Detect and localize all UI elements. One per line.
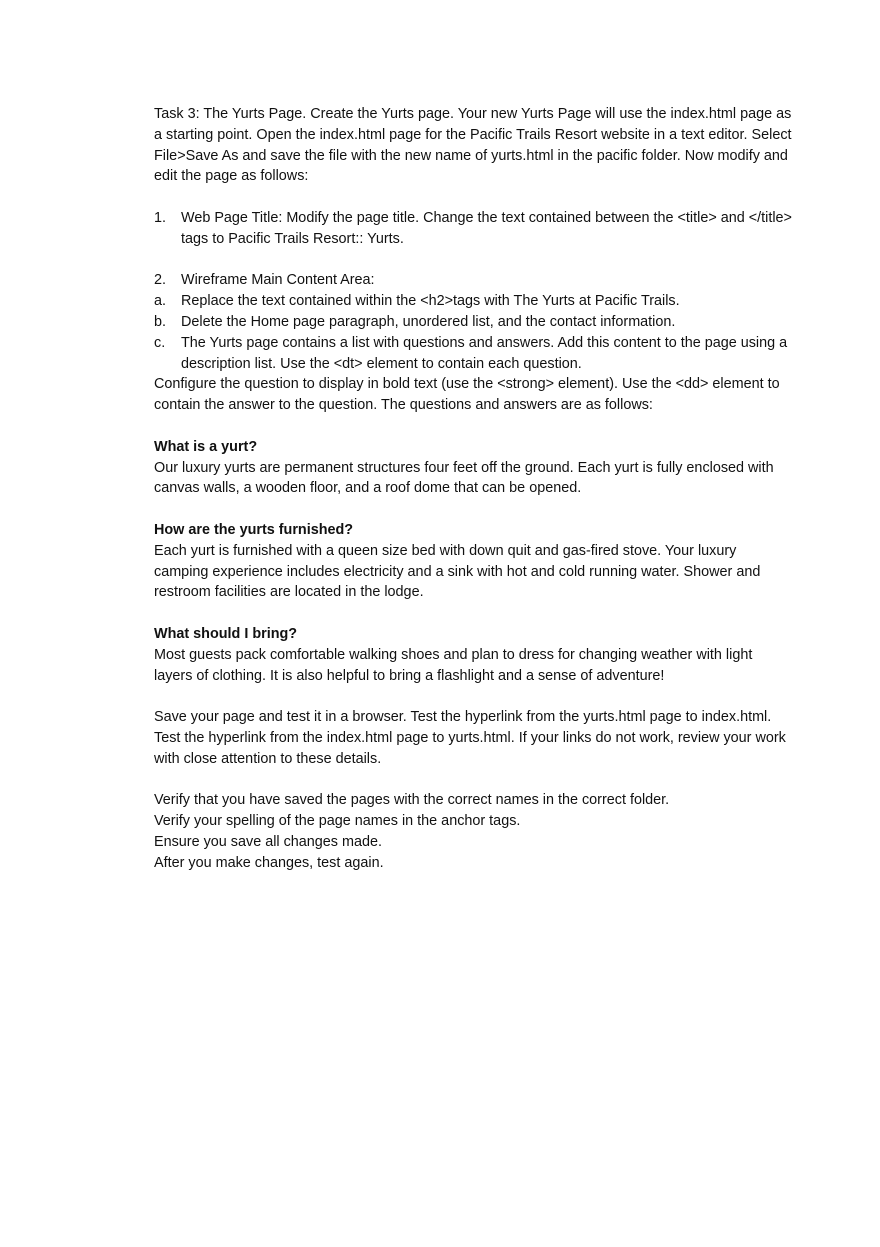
faq-answer: Most guests pack comfortable walking shoes and plan to dress for changing weather with light layers of clothing. It is also helpful to bring a flashlight and a sense of adventure!: [154, 646, 753, 684]
faq-question: How are the yurts furnished?: [154, 521, 354, 538]
checklist-line: Verify that you have saved the pages with the correct names in the correct folder.: [154, 792, 670, 809]
step-1-text: Web Page Title: Modify the page title. Change the text contained between the <title> and </title> tags to Pacific Trails Resort:: Yurts.: [181, 209, 792, 247]
step-2c-text: The Yurts page contains a list with questions and answers. Add this content to the page using a description list. Use the <dt> element to contain each question.: [181, 334, 788, 372]
spacer: [154, 499, 794, 520]
checklist-line: Ensure you save all changes made.: [154, 833, 382, 850]
save-test-paragraph: Save your page and test it in a browser. Test the hyperlink from the yurts.html page to index.html. Test the hyperlink from the index.html page to yurts.html. If your links do not work, review your work with close attention to these details.: [154, 709, 786, 767]
step-2a-text: Replace the text contained within the <h2>tags with The Yurts at Pacific Trails.: [181, 293, 680, 310]
faq-question: What should I bring?: [154, 625, 298, 642]
step-2b-text: Delete the Home page paragraph, unordered list, and the contact information.: [181, 313, 676, 330]
step-2c: [154, 333, 794, 375]
step-1-marker: 1.: [154, 209, 167, 226]
intro-paragraph: Task 3: The Yurts Page. Create the Yurts page. Your new Yurts Page will use the index.html page as a starting point. Open the index.html page for the Pacific Trails Resort website in a text editor. Select File>Save As and save the file with the new name of yurts.html in the pacific folder. Now modify and edit the page as follows:: [154, 106, 792, 185]
step-2b: [154, 312, 794, 333]
spacer: [154, 603, 794, 624]
step-2-marker: 2.: [154, 272, 167, 289]
checklist-line: After you make changes, test again.: [154, 854, 384, 871]
spacer: [154, 686, 794, 707]
spacer: [154, 770, 794, 791]
spacer: [154, 416, 794, 437]
step-1: [154, 208, 794, 250]
faq-answer: Each yurt is furnished with a queen size bed with down quit and gas-fired stove. Your luxury camping experience includes electricity and a sink with hot and cold running water. Shower and restroom facilities are located in the lodge.: [154, 542, 761, 601]
step-2b-marker: b.: [154, 313, 167, 330]
spacer: [154, 187, 794, 208]
step-2: [154, 270, 794, 291]
faq-answer: Our luxury yurts are permanent structures four feet off the ground. Each yurt is fully enclosed with canvas walls, a wooden floor, and a roof dome that can be opened.: [154, 459, 774, 497]
configure-paragraph: Configure the question to display in bold text (use the <strong> element). Use the <dd> element to contain the answer to the question. The questions and answers are as follows:: [154, 376, 780, 414]
spacer: [154, 250, 794, 271]
step-2c-marker: c.: [154, 334, 166, 351]
step-2-text: Wireframe Main Content Area:: [181, 272, 375, 289]
document-page: [154, 104, 794, 873]
step-2a: [154, 291, 794, 312]
checklist-line: Verify your spelling of the page names in the anchor tags.: [154, 813, 521, 830]
step-2a-marker: a.: [154, 293, 167, 310]
faq-question: What is a yurt?: [154, 438, 258, 455]
